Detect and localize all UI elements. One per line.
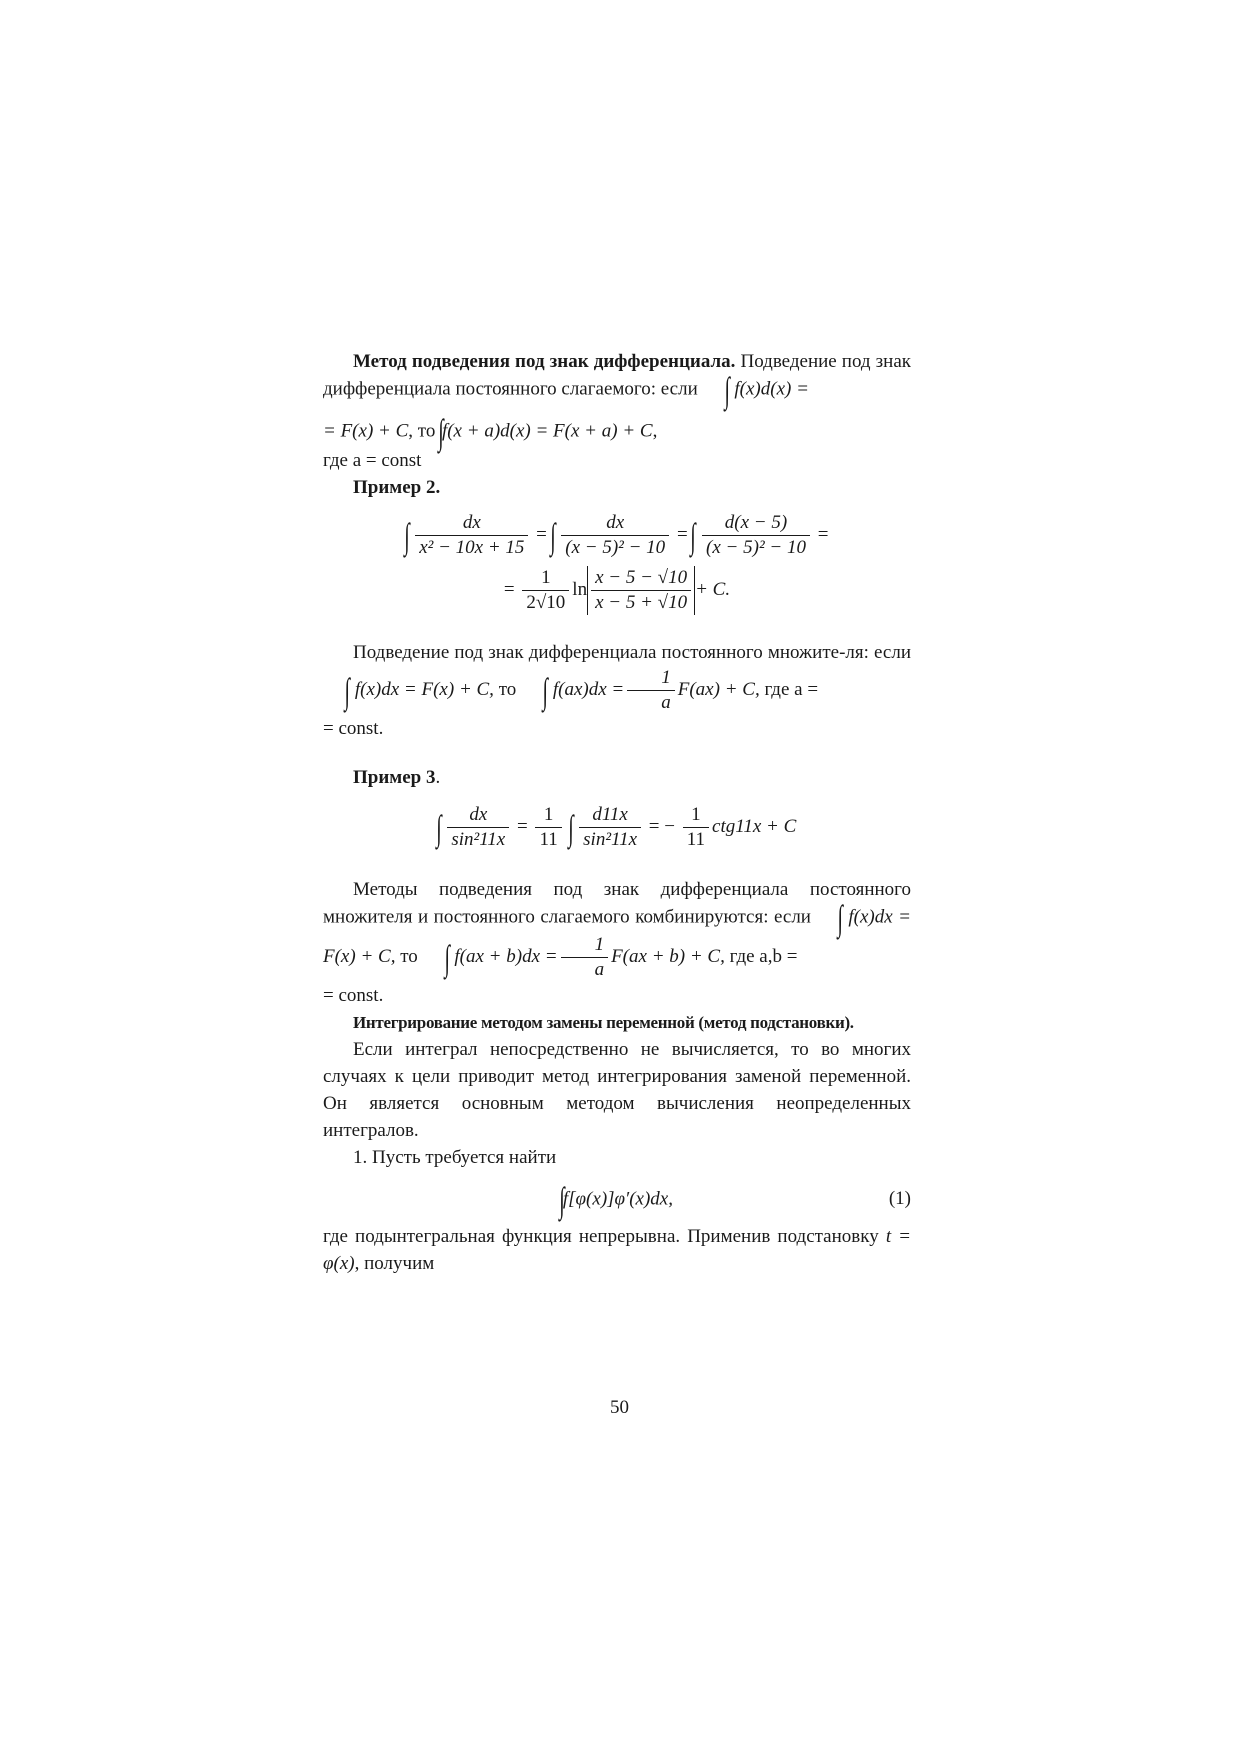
numerator: d11x bbox=[579, 803, 641, 828]
section-3 bbox=[323, 876, 911, 982]
section-heading: Интегрирование методом замены переменной (метод подстановки). bbox=[353, 1013, 854, 1032]
const-line: = const. bbox=[323, 718, 384, 739]
denominator: x² − 10x + 15 bbox=[419, 537, 525, 558]
formula: t = φ(x) bbox=[323, 1226, 911, 1274]
paragraph-text: то bbox=[395, 945, 423, 967]
paragraph bbox=[323, 1223, 911, 1277]
example-2-line-2 bbox=[323, 566, 911, 615]
absolute-value bbox=[587, 566, 695, 615]
ln: ln bbox=[572, 578, 588, 600]
equals: = bbox=[676, 523, 688, 545]
paragraph-text: Подведение под знак дифференциала постоянного множите-ля: если bbox=[353, 642, 911, 663]
fraction bbox=[627, 666, 675, 715]
integral-sign: ∫ bbox=[567, 807, 574, 848]
example-2-label: Пример 2. bbox=[353, 477, 441, 498]
denominator: (x − 5)² − 10 bbox=[706, 537, 806, 558]
numerator: 1 bbox=[561, 933, 609, 958]
fraction bbox=[683, 803, 709, 852]
integral-sign: ∫ bbox=[438, 412, 444, 452]
page-number: 50 bbox=[610, 1397, 629, 1418]
example-3-label-line bbox=[323, 764, 911, 791]
numerator: dx bbox=[561, 511, 669, 536]
paragraph-text: то bbox=[493, 678, 521, 700]
formula: = F(x) + C bbox=[323, 420, 409, 442]
fraction bbox=[591, 566, 691, 615]
fraction bbox=[522, 566, 569, 615]
paragraph: 1. Пусть требуется найти bbox=[353, 1147, 557, 1168]
denominator: 11 bbox=[686, 829, 706, 850]
equals: = bbox=[503, 578, 515, 600]
numerator: 1 bbox=[522, 566, 569, 591]
denominator: sin²11x bbox=[583, 829, 638, 850]
formula: f(ax)dx = bbox=[552, 678, 625, 700]
integral-sign: ∫ bbox=[542, 670, 548, 711]
formula: F(ax + b) + C, bbox=[611, 945, 725, 967]
paragraph-text: , получим bbox=[354, 1253, 435, 1274]
punctuation: , bbox=[652, 420, 658, 442]
formula: f(x)dx = F(x) + C, bbox=[354, 678, 494, 700]
integral-sign: ∫ bbox=[549, 515, 556, 556]
formula: F(ax) + C, bbox=[677, 678, 760, 700]
section-1-cont bbox=[323, 412, 911, 452]
where-line: где a = const bbox=[323, 450, 422, 471]
denominator: x − 5 + √10 bbox=[595, 592, 688, 613]
fraction bbox=[702, 511, 810, 560]
integral-sign: ∫ bbox=[435, 807, 442, 848]
fraction bbox=[561, 511, 669, 560]
numerator: x − 5 − √10 bbox=[591, 566, 691, 591]
formula: ctg11x + C bbox=[712, 815, 797, 837]
paragraph-text: где a = bbox=[759, 678, 819, 700]
fraction bbox=[415, 511, 528, 560]
paragraph-text: , то bbox=[408, 420, 441, 442]
integral-sign: ∫ bbox=[723, 370, 730, 410]
numerator: dx bbox=[415, 511, 528, 536]
numerator: dx bbox=[447, 803, 509, 828]
integral-sign: ∫ bbox=[837, 898, 844, 938]
numerator: 1 bbox=[535, 803, 561, 828]
integral-sign: ∫ bbox=[344, 670, 350, 711]
formula: f(ax + b)dx = bbox=[454, 945, 558, 967]
constant: + C. bbox=[695, 578, 731, 600]
equals: = bbox=[536, 523, 547, 545]
denominator: 2√10 bbox=[526, 592, 566, 613]
equals-minus: = − bbox=[648, 815, 675, 837]
example-2-line-1 bbox=[323, 511, 911, 560]
example-3-label: Пример 3 bbox=[353, 767, 436, 788]
fraction bbox=[561, 933, 609, 982]
const-line: = const. bbox=[323, 985, 384, 1006]
equals: = bbox=[517, 815, 528, 837]
denominator: sin²11x bbox=[451, 829, 506, 850]
equation-1 bbox=[323, 1180, 911, 1220]
paragraph: Если интеграл непосредственно не вычисляется, то во многих случаях к цели приводит метод интегрирования заменой переменной. Он является основным методом вычисления неопределенных интегралов. bbox=[323, 1039, 911, 1141]
integral-sign: ∫ bbox=[559, 1180, 565, 1220]
fraction bbox=[447, 803, 509, 852]
fraction bbox=[535, 803, 561, 852]
numerator: 1 bbox=[683, 803, 709, 828]
equation-number: (1) bbox=[888, 1188, 911, 1209]
integral-sign: ∫ bbox=[443, 937, 450, 978]
denominator: 11 bbox=[539, 829, 558, 850]
paragraph-text: где подынтегральная функция непрерывна. Применив подстановку bbox=[323, 1226, 886, 1247]
numerator: d(x − 5) bbox=[702, 511, 810, 536]
paragraph-text: где a,b = bbox=[724, 945, 798, 967]
formula: f(x + a)d(x) = F(x + a) + C bbox=[441, 420, 653, 442]
section-heading: Метод подведения под знак дифференциала. bbox=[353, 351, 736, 372]
paragraph-text: Методы подведения под знак дифференциала постоянного множителя и постоянного слагаемого комбинируются: если bbox=[323, 879, 911, 928]
denominator: a bbox=[594, 959, 605, 980]
denominator: (x − 5)² − 10 bbox=[565, 537, 666, 558]
example-3-formula bbox=[323, 803, 911, 852]
denominator: a bbox=[661, 692, 671, 713]
formula: f(x)dx = F(x) + C, bbox=[323, 906, 911, 967]
page-content bbox=[323, 348, 911, 1277]
integral-sign: ∫ bbox=[690, 515, 697, 556]
punctuation: . bbox=[435, 767, 441, 788]
formula: f[φ(x)]φ′(x)dx, bbox=[562, 1188, 673, 1210]
fraction bbox=[579, 803, 641, 852]
paragraph-text: Подведение под знак дифференциала постоянного слагаемого: если bbox=[323, 351, 911, 400]
section-2 bbox=[323, 639, 911, 715]
equals: = bbox=[817, 523, 829, 545]
formula: f(x)d(x) = bbox=[734, 378, 809, 400]
integral-sign: ∫ bbox=[403, 515, 410, 556]
numerator: 1 bbox=[627, 666, 675, 691]
section-1 bbox=[323, 348, 911, 410]
